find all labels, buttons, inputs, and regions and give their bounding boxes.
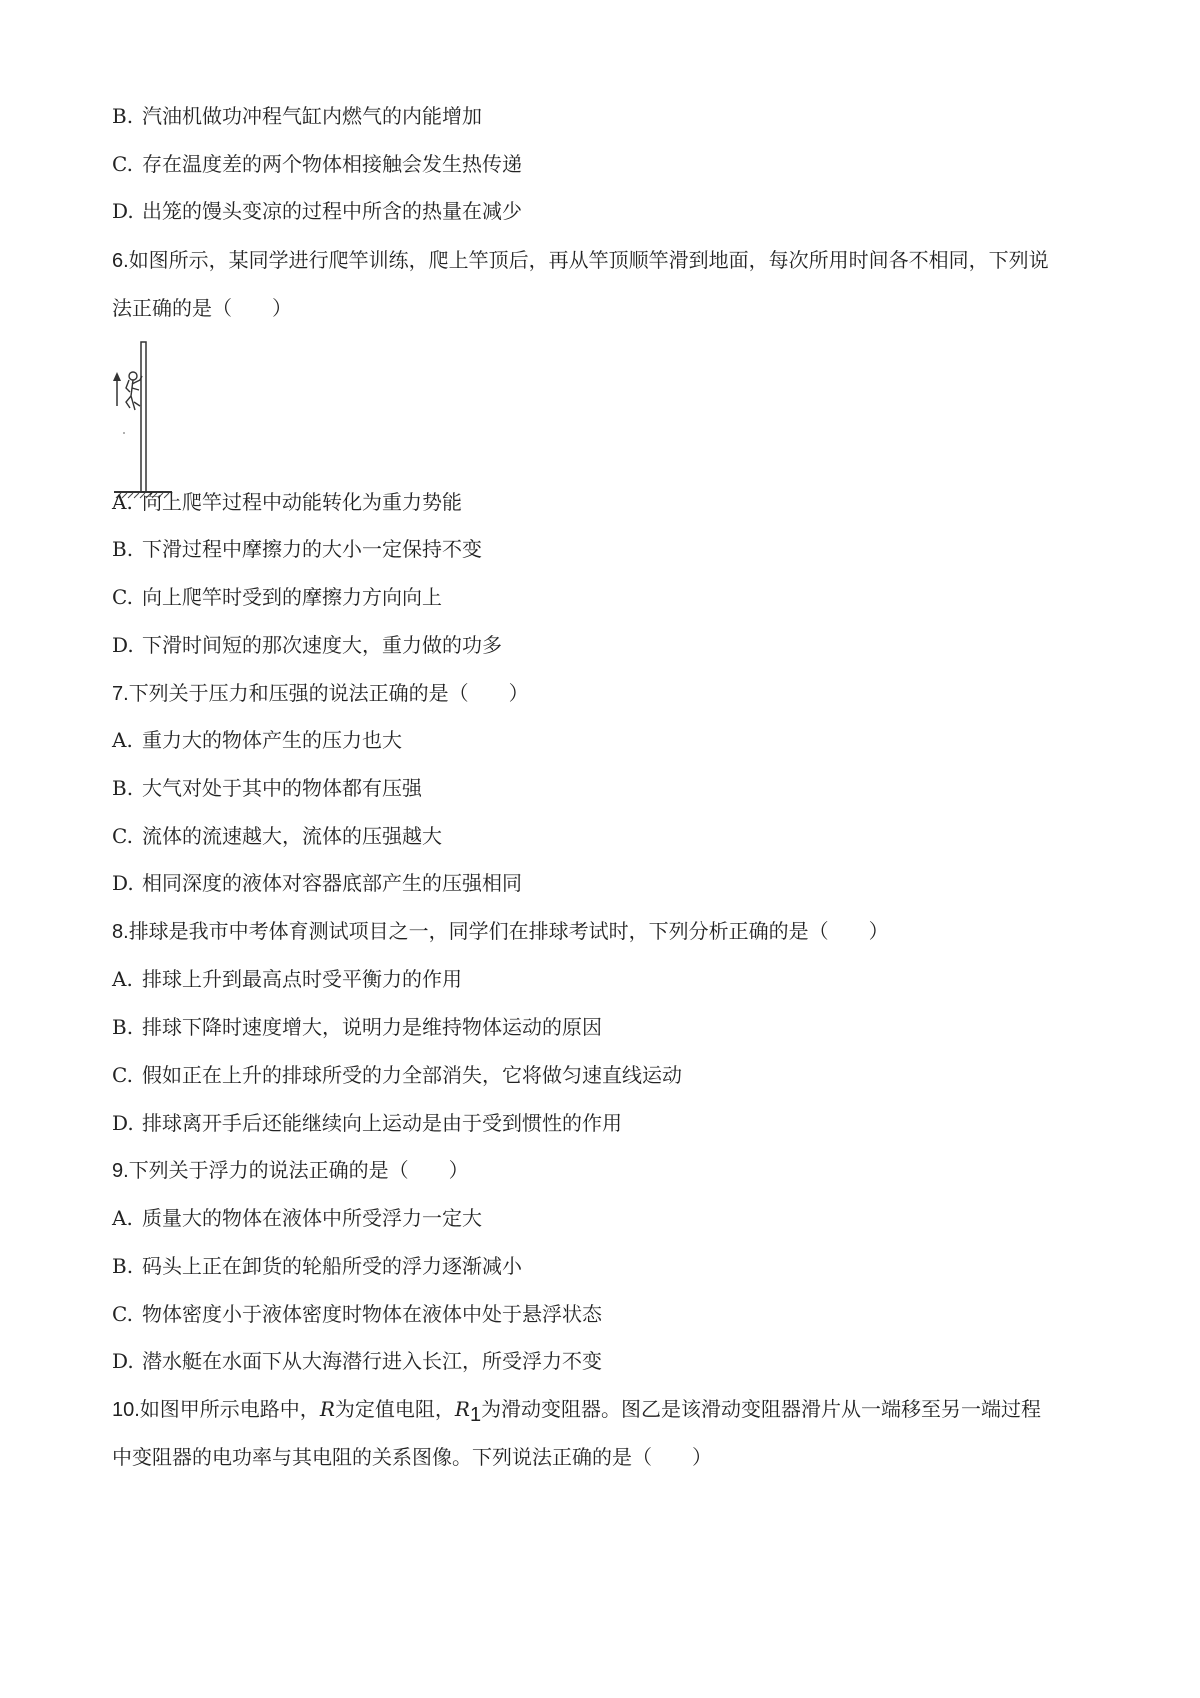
q6-option-c [112,583,442,611]
option-label: D. [112,871,134,895]
option-text: 物体密度小于液体密度时物体在液体中处于悬浮状态 [142,1302,602,1326]
question-stem-text: 排球是我市中考体育测试项目之一，同学们在排球考试时，下列分析正确的是（ ） [128,919,889,943]
question-number: 8. [112,921,129,943]
resistor-r1-symbol: R [454,1397,470,1421]
q5-option-c [112,150,522,178]
option-text: 质量大的物体在液体中所受浮力一定大 [142,1206,482,1230]
option-text: 流体的流速越大，流体的压强越大 [142,824,442,848]
option-label: B. [112,776,134,800]
up-arrow-head [113,372,121,381]
q7-option-a [112,726,402,754]
option-text: 假如正在上升的排球所受的力全部消失，它将做匀速直线运动 [142,1063,682,1087]
q6-stem-continued [112,294,292,322]
q9-option-d [112,1347,602,1375]
question-stem-text: 中变阻器的电功率与其电阻的关系图像。下列说法正确的是（ ） [112,1445,712,1469]
q10-stem [112,1395,1041,1429]
option-text: 重力大的物体产生的压力也大 [142,728,402,752]
option-text: 码头上正在卸货的轮船所受的浮力逐渐减小 [142,1254,522,1278]
pole-shape [141,342,146,492]
option-text: 相同深度的液体对容器底部产生的压强相同 [142,871,522,895]
question-stem-text: 为滑动变阻器。图乙是该滑动变阻器滑片从一端移至另一端过程 [481,1397,1042,1421]
option-label: B. [112,1254,134,1278]
q8-option-d [112,1109,622,1137]
q8-option-a [112,965,462,993]
option-label: C. [112,1063,133,1087]
question-stem-text: 为定值电阻， [334,1397,455,1421]
option-text: 向上爬竿过程中动能转化为重力势能 [142,490,462,514]
option-text: 潜水艇在水面下从大海潜行进入长江，所受浮力不变 [142,1349,602,1373]
option-label: A. [112,1206,133,1230]
question-number: 10. [112,1399,140,1421]
question-stem-text: 下列关于压力和压强的说法正确的是（ ） [128,681,529,705]
option-text: 存在温度差的两个物体相接触会发生热传递 [142,152,522,176]
resistor-r1-subscript: 1 [469,1404,482,1426]
option-label: B. [112,537,134,561]
option-label: A. [112,490,133,514]
option-label: C. [112,1302,133,1326]
q8-option-c [112,1061,682,1089]
option-label: D. [112,1349,134,1373]
option-text: 下滑时间短的那次速度大，重力做的功多 [142,633,502,657]
q6-stem [112,246,1049,275]
question-stem-text: 下列关于浮力的说法正确的是（ ） [128,1158,469,1182]
q6-option-d [112,631,502,659]
q7-option-c [112,822,442,850]
option-label: A. [112,967,133,991]
option-text: 排球下降时速度增大，说明力是维持物体运动的原因 [142,1015,602,1039]
q7-option-b [112,774,422,802]
option-text: 排球离开手后还能继续向上运动是由于受到惯性的作用 [142,1111,622,1135]
q7-stem [112,679,529,708]
q8-option-b [112,1013,602,1041]
option-label: D. [112,1111,134,1135]
option-text: 出笼的馒头变凉的过程中所含的热量在减少 [142,199,522,223]
q6-option-a [112,488,462,516]
option-label: D. [112,633,134,657]
option-text: 汽油机做功冲程气缸内燃气的内能增加 [142,104,482,128]
climber-icon [126,372,142,410]
question-stem-text: 如图甲所示电路中， [139,1397,320,1421]
q8-stem [112,917,889,946]
option-label: C. [112,152,133,176]
option-label: B. [112,104,134,128]
question-number: 9. [112,1160,129,1182]
question-stem-text: 如图所示，某同学进行爬竿训练，爬上竿顶后，再从竿顶顺竿滑到地面，每次所用时间各不相同，下列说 [128,248,1049,272]
option-text: 向上爬竿时受到的摩擦力方向向上 [142,585,442,609]
option-text: 大气对处于其中的物体都有压强 [142,776,422,800]
q9-option-c [112,1300,602,1328]
option-text: 排球上升到最高点时受平衡力的作用 [142,967,462,991]
q5-option-b [112,102,482,130]
option-label: B. [112,1015,134,1039]
option-label: D. [112,199,134,223]
q7-option-d [112,869,522,897]
question-number: 7. [112,683,129,705]
q5-option-d [112,197,522,225]
q10-stem-continued [112,1443,712,1471]
q9-stem [112,1156,469,1185]
question-stem-text: 法正确的是（ ） [112,296,292,320]
q9-option-b [112,1252,522,1280]
option-label: C. [112,824,133,848]
q9-option-a [112,1204,482,1232]
question-number: 6. [112,250,129,272]
pole-climbing-figure [112,340,174,504]
option-text: 下滑过程中摩擦力的大小一定保持不变 [142,537,482,561]
q6-option-b [112,535,482,563]
option-label: A. [112,728,133,752]
resistor-r-symbol: R [319,1397,335,1421]
option-label: C. [112,585,133,609]
